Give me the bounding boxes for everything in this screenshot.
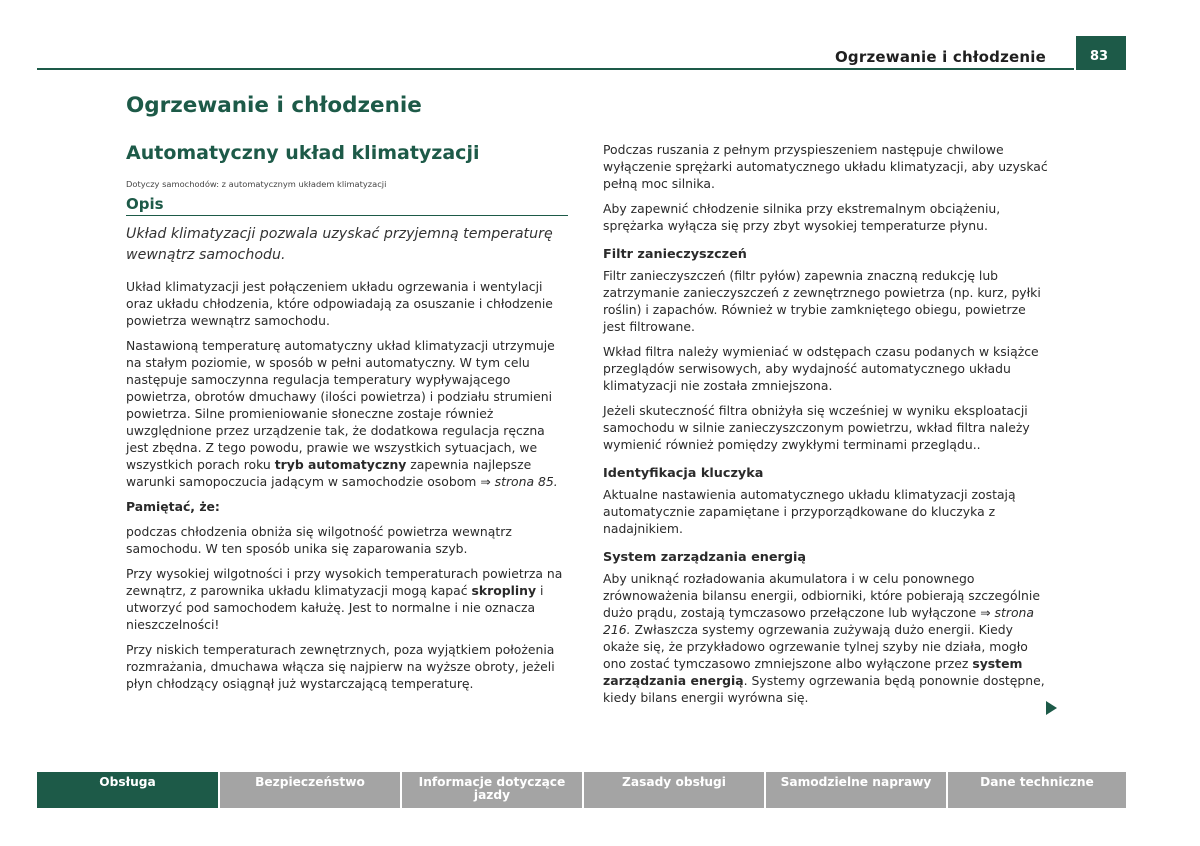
bold-term: skropliny [471, 583, 537, 598]
lead-paragraph: Układ klimatyzacji pozwala uzyskać przyjemną temperaturę wewnątrz samochodu. [126, 226, 553, 263]
page-reference-link[interactable]: ⇒ strona 85. [480, 474, 558, 489]
text-run: Nastawioną temperaturę automatyczny układ klimatyzacji utrzymuje na stałym poziomie, w sposób w pełni automatyczny. W tym celu następuje samoczynna regulacja temperatury wypływającego powietrza, obrotów dmuchawy (ilości powietrza) i podziału strumieni powietrza. Silne promieniowanie słoneczne zostaje również uwzględnione przez urządzenie tak, że dodatkowa regulacja ręczna jest zbędna. Z tego powodu, prawie we wszystkich sytuacjach, we wszystkich porach roku [126, 338, 555, 472]
subsection-title: Opis [126, 195, 568, 216]
paragraph [603, 570, 1048, 706]
paragraph: Aby zapewnić chłodzenie silnika przy ekstremalnym obciążeniu, sprężarka wyłącza się przy zbyt wysokiej temperaturze płynu. [603, 201, 1001, 233]
subheading-energy: System zarządzania energią [603, 550, 807, 565]
bold-term: tryb automatyczny [274, 457, 407, 472]
paragraph: Aktualne nastawienia automatycznego układu klimatyzacji zostają automatycznie zapamiętane i przyporządkowane do kluczyka z nadajnikiem. [603, 487, 1016, 536]
paragraph: Jeżeli skuteczność filtra obniżyła się wcześniej w wyniku eksploatacji samochodu w silnie zanieczyszczonym powietrzu, wkład filtra należy wymienić również pomiędzy zwykłymi terminami przeglądu.. [603, 403, 1030, 452]
paragraph: Filtr zanieczyszczeń (filtr pyłów) zapewnia znaczną redukcję lub zatrzymanie zanieczyszczeń z zewnętrznego powietrza (np. kurz, pyłki roślin) i zapachów. Również w trybie zamkniętego obiegu, powietrze jest filtrowane. [603, 268, 1041, 334]
text-run: Aby uniknąć rozładowania akumulatora i w celu ponownego zrównoważenia bilansu energii, odbiorniki, które pobierają szczególnie dużo prądu, zostają tymczasowo przełączone lub wyłączone [603, 571, 1040, 620]
text-run: Przy wysokiej wilgotności i przy wysokich temperaturach powietrza na zewnątrz, z parownika układu klimatyzacji mogą kapać [126, 566, 563, 598]
paragraph: Podczas ruszania z pełnym przyspieszeniem następuje chwilowe wyłączenie sprężarki automatycznego układu klimatyzacji, aby uzyskać pełną moc silnika. [603, 142, 1048, 191]
footer-tab-naprawy[interactable]: Samodzielne naprawy [766, 772, 946, 808]
running-title: Ogrzewanie i chłodzenie [834, 48, 1046, 66]
paragraph: podczas chłodzenia obniża się wilgotność powietrza wewnątrz samochodu. W ten sposób unika się zaparowania szyb. [126, 524, 512, 556]
paragraph: Układ klimatyzacji jest połączeniem układu ogrzewania i wentylacji oraz układu chłodzenia, które odpowiadają za osuszanie i chłodzenie powietrza wewnątrz samochodu. [126, 279, 553, 328]
header-rule [37, 68, 1074, 70]
footer-tab-informacje[interactable]: Informacje dotyczące jazdy [402, 772, 582, 808]
footer-tab-bezpieczenstwo[interactable]: Bezpieczeństwo [220, 772, 400, 808]
subheading-key: Identyfikacja kluczyka [603, 466, 764, 481]
section-title: Automatyczny układ klimatyzacji [126, 142, 480, 164]
footer-tab-zasady[interactable]: Zasady obsługi [584, 772, 764, 808]
text-run: Zwłaszcza systemy ogrzewania zużywają dużo energii. Kiedy okaże się, że przykładowo ogrzewanie tylnej szyby nie działa, mogło ono zostać tymczasowo zmniejszone albo wyłączone przez [603, 622, 1028, 671]
text-run: i utworzyć pod samochodem kałużę. Jest to normalne i nie oznacza nieszczelności! [126, 583, 544, 632]
footer-tab-obsluga[interactable]: Obsługa [37, 772, 218, 808]
text-run: . Systemy ogrzewania będą ponownie dostępne, kiedy bilans energii wyrówna się. [603, 673, 1045, 705]
chapter-title: Ogrzewanie i chłodzenie [126, 93, 422, 118]
left-column [126, 86, 568, 700]
paragraph: Przy niskich temperaturach zewnętrznych, poza wyjątkiem położenia rozmrażania, dmuchawa włącza się najpierw na wyższe obroty, jeżeli płyn chłodzący osiągnął już wystarczającą temperaturę. [126, 642, 555, 691]
footer-tab-dane[interactable]: Dane techniczne [948, 772, 1126, 808]
paragraph [126, 565, 568, 633]
applies-to-note: Dotyczy samochodów: z automatycznym układem klimatyzacji [126, 179, 387, 189]
remember-heading: Pamiętać, że: [126, 499, 220, 514]
right-column [603, 141, 1048, 714]
continue-arrow-icon[interactable] [1046, 701, 1057, 715]
subheading-filter: Filtr zanieczyszczeń [603, 247, 747, 262]
page-reference-link[interactable]: ⇒ strona 216. [603, 605, 1034, 637]
bold-term: system zarządzania energią [603, 656, 1023, 688]
paragraph [126, 337, 568, 490]
text-run: zapewnia najlepsze warunki samopoczucia jadącym w samochodzie osobom [126, 457, 532, 489]
page-number: 83 [1076, 36, 1126, 70]
paragraph: Wkład filtra należy wymieniać w odstępach czasu podanych w książce przeglądów serwisowych, aby wydajność automatycznego układu klimatyzacji nie została zmniejszona. [603, 344, 1039, 393]
